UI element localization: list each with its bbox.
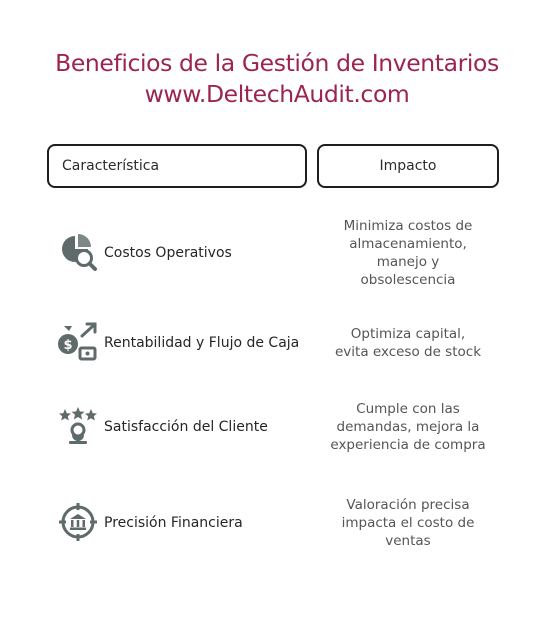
star-rating-customer-icon: [58, 406, 98, 446]
row-impact-costos: Minimiza costos de almacenamiento, manejo y obsolescencia: [343, 218, 473, 288]
row-feature-costos: Costos Operativos: [104, 245, 232, 261]
page-title: Beneficios de la Gestión de Inventarios: [55, 49, 499, 77]
row-impact-rentabilidad: Optimiza capital, evita exceso de stock: [334, 326, 482, 360]
header-impact: [317, 144, 499, 188]
row-feature-rentabilidad: Rentabilidad y Flujo de Caja: [104, 335, 300, 351]
header-feature-label: Característica: [62, 158, 160, 174]
bank-target-icon: [58, 502, 98, 542]
header-feature: [47, 144, 307, 188]
svg-text:$: $: [63, 338, 73, 353]
row-feature-satisfaccion: Satisfacción del Cliente: [104, 419, 268, 435]
row-impact-precision: Valoración precisa impacta el costo de ventas: [341, 497, 475, 549]
row-feature-precision: Precisión Financiera: [104, 515, 243, 531]
money-bag-growth-icon: [58, 322, 98, 362]
header-impact-label: Impacto: [379, 158, 437, 174]
pie-chart-magnifier-icon: [58, 232, 98, 272]
page-subtitle-url: www.DeltechAudit.com: [144, 80, 410, 108]
row-impact-satisfaccion: Cumple con las demandas, mejora la experiencia de compra: [330, 401, 486, 453]
